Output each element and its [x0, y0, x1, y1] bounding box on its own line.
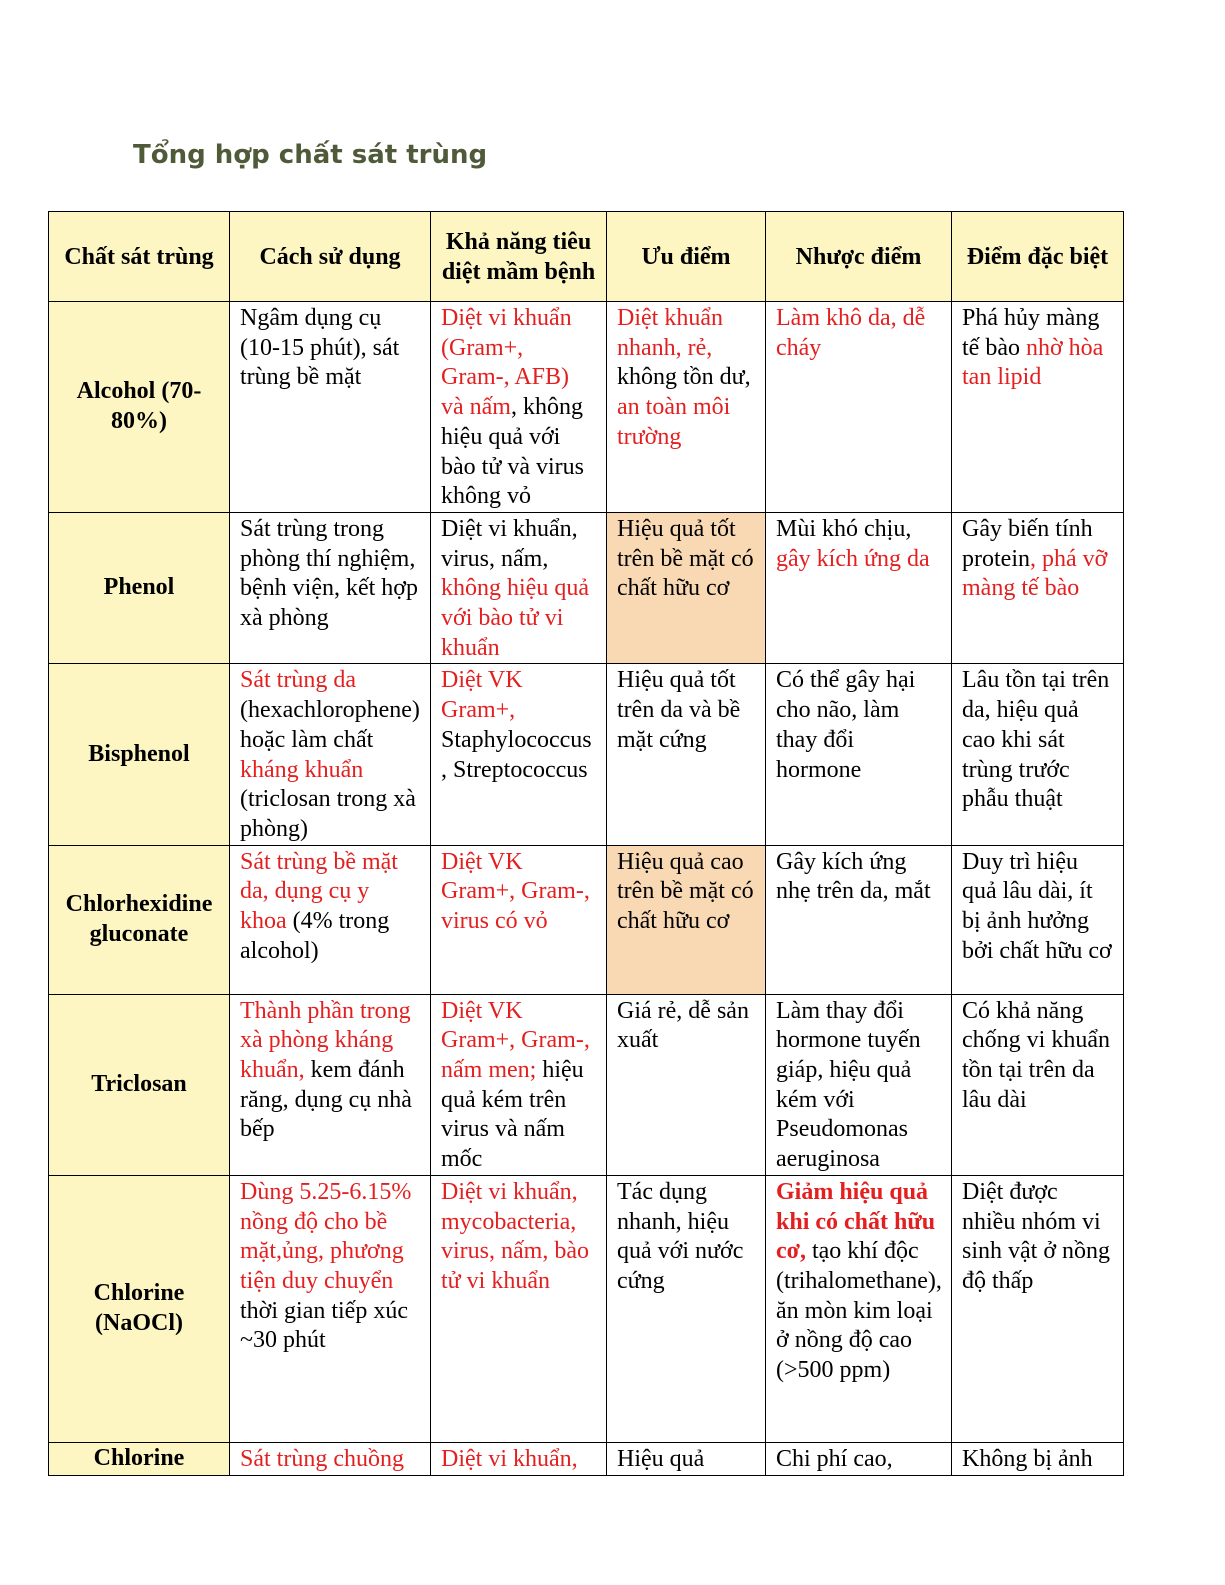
column-header: Ưu điểm — [607, 212, 766, 302]
usage-cell: Sát trùng trong phòng thí nghiệm, bệnh viện, kết hợp xà phòng — [230, 512, 431, 664]
cons-cell: Làm thay đổi hormone tuyến giáp, hiệu quả kém với Pseudomonas aeruginosa — [766, 994, 952, 1175]
column-header: Chất sát trùng — [49, 212, 230, 302]
table-row — [49, 302, 1124, 513]
efficacy-cell: Diệt vi khuẩn, mycobacteria, virus, nấm, bào tử vi khuẩn — [431, 1175, 607, 1442]
pros-cell: Hiệu quả tốt trên da và bề mặt cứng — [607, 664, 766, 845]
agent-name: Triclosan — [49, 994, 230, 1175]
pros-cell: Hiệu quả tốt trên bề mặt có chất hữu cơ — [607, 512, 766, 664]
usage-cell: Thành phần trong xà phòng kháng khuẩn, kem đánh răng, dụng cụ nhà bếp — [230, 994, 431, 1175]
usage-cell: Ngâm dụng cụ (10-15 phút), sát trùng bề mặt — [230, 302, 431, 513]
agent-name: Chlorine — [49, 1442, 230, 1475]
column-header: Khả năng tiêu diệt mầm bệnh — [431, 212, 607, 302]
special-cell: Không bị ảnh — [952, 1442, 1124, 1475]
efficacy-cell: Diệt VK Gram+, Gram-, virus có vỏ — [431, 845, 607, 994]
usage-cell: Dùng 5.25-6.15% nồng độ cho bề mặt,ủng, phương tiện duy chuyển thời gian tiếp xúc ~30 phút — [230, 1175, 431, 1442]
cons-cell: Làm khô da, dễ cháy — [766, 302, 952, 513]
agent-name: Chlorine (NaOCl) — [49, 1175, 230, 1442]
efficacy-cell: Diệt vi khuẩn (Gram+, Gram-, AFB) và nấm, không hiệu quả với bào tử và virus không vỏ — [431, 302, 607, 513]
agent-name: Phenol — [49, 512, 230, 664]
efficacy-cell: Diệt vi khuẩn, virus, nấm, không hiệu quả với bào tử vi khuẩn — [431, 512, 607, 664]
table-row — [49, 1175, 1124, 1442]
special-cell: Diệt được nhiều nhóm vi sinh vật ở nồng độ thấp — [952, 1175, 1124, 1442]
usage-cell: Sát trùng chuồng — [230, 1442, 431, 1475]
efficacy-cell: Diệt vi khuẩn, — [431, 1442, 607, 1475]
cons-cell: Giảm hiệu quả khi có chất hữu cơ, tạo khí độc (trihalomethane), ăn mòn kim loại ở nồng độ cao (>500 ppm) — [766, 1175, 952, 1442]
agent-name: Bisphenol — [49, 664, 230, 845]
column-header: Nhược điểm — [766, 212, 952, 302]
pros-cell: Hiệu quả — [607, 1442, 766, 1475]
cons-cell: Gây kích ứng nhẹ trên da, mắt — [766, 845, 952, 994]
special-cell: Gây biến tính protein, phá vỡ màng tế bào — [952, 512, 1124, 664]
agent-name: Chlorhexidine gluconate — [49, 845, 230, 994]
efficacy-cell: Diệt VK Gram+, Staphylococcus, Streptococcus — [431, 664, 607, 845]
special-cell: Phá hủy màng tế bào nhờ hòa tan lipid — [952, 302, 1124, 513]
column-header: Cách sử dụng — [230, 212, 431, 302]
table-row — [49, 512, 1124, 664]
special-cell: Duy trì hiệu quả lâu dài, ít bị ảnh hưởng bởi chất hữu cơ — [952, 845, 1124, 994]
usage-cell: Sát trùng da (hexachlorophene) hoặc làm chất kháng khuẩn (triclosan trong xà phòng) — [230, 664, 431, 845]
cons-cell: Có thể gây hại cho não, làm thay đổi hormone — [766, 664, 952, 845]
special-cell: Lâu tồn tại trên da, hiệu quả cao khi sát trùng trước phẫu thuật — [952, 664, 1124, 845]
cons-cell: Chi phí cao, — [766, 1442, 952, 1475]
disinfectant-table — [48, 211, 1124, 1476]
table-row — [49, 664, 1124, 845]
table-row — [49, 1442, 1124, 1475]
table-row — [49, 994, 1124, 1175]
pros-cell: Giá rẻ, dễ sản xuất — [607, 994, 766, 1175]
agent-name: Alcohol (70-80%) — [49, 302, 230, 513]
cons-cell: Mùi khó chịu, gây kích ứng da — [766, 512, 952, 664]
efficacy-cell: Diệt VK Gram+, Gram-, nấm men; hiệu quả kém trên virus và nấm mốc — [431, 994, 607, 1175]
pros-cell: Diệt khuẩn nhanh, rẻ, không tồn dư, an toàn môi trường — [607, 302, 766, 513]
pros-cell: Tác dụng nhanh, hiệu quả với nước cứng — [607, 1175, 766, 1442]
header-row — [49, 212, 1124, 302]
special-cell: Có khả năng chống vi khuẩn tồn tại trên da lâu dài — [952, 994, 1124, 1175]
usage-cell: Sát trùng bề mặt da, dụng cụ y khoa (4% trong alcohol) — [230, 845, 431, 994]
page-title: Tổng hợp chất sát trùng — [133, 140, 488, 170]
column-header: Điểm đặc biệt — [952, 212, 1124, 302]
table-row — [49, 845, 1124, 994]
pros-cell: Hiệu quả cao trên bề mặt có chất hữu cơ — [607, 845, 766, 994]
